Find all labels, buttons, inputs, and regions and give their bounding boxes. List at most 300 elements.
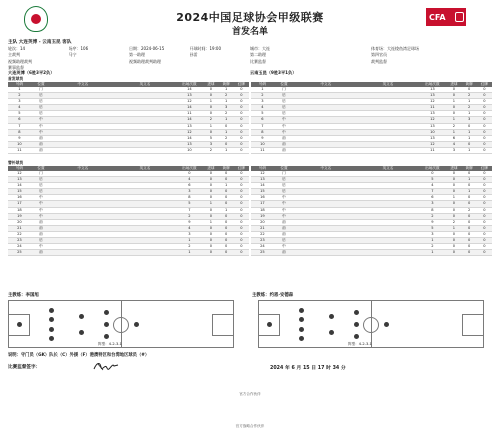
table-cell: 0 <box>477 105 492 111</box>
table-cell: 0 <box>418 171 446 177</box>
table-cell: 2 <box>219 135 234 141</box>
player-marker <box>299 308 304 313</box>
table-cell: 4 <box>251 105 274 111</box>
subs-label: 替补球员 <box>8 160 24 165</box>
table-cell: 0 <box>477 141 492 147</box>
table-cell: 前 <box>274 250 294 256</box>
table-cell: 23 <box>251 238 274 244</box>
column-header: 黄牌 <box>219 166 234 172</box>
table-cell: 0 <box>477 117 492 123</box>
table-cell: 4 <box>175 225 203 231</box>
table-cell: 后 <box>31 93 51 99</box>
table-cell: 0 <box>462 201 477 207</box>
home-subs-table <box>8 166 249 257</box>
table-cell: 1 <box>175 238 203 244</box>
partners-heading: 官方合作伙伴 <box>239 392 261 396</box>
table-cell <box>294 250 357 256</box>
column-header: 号码 <box>251 82 274 88</box>
match-info-cell: 轮次：14 <box>8 46 26 52</box>
table-cell: 前 <box>274 225 294 231</box>
table-cell: 0 <box>234 171 249 177</box>
player-marker <box>267 322 272 327</box>
column-header: 位置 <box>274 82 294 88</box>
column-header: 位置 <box>31 166 51 172</box>
table-cell: 0 <box>219 201 234 207</box>
table-cell: 2 <box>462 207 477 213</box>
table-cell: 5 <box>418 177 446 183</box>
table-cell: 1 <box>446 117 461 123</box>
table-cell: 0 <box>234 105 249 111</box>
away-team-label: 云南玉昆（9胜3平1负） <box>250 70 297 75</box>
table-cell: 1 <box>203 219 218 225</box>
column-header: 号码 <box>8 166 31 172</box>
table-cell: 0 <box>219 123 234 129</box>
table-cell: 1 <box>462 135 477 141</box>
table-cell: 0 <box>234 213 249 219</box>
table-cell: 0 <box>219 219 234 225</box>
column-header: 黄牌 <box>462 166 477 172</box>
table-cell: 0 <box>234 135 249 141</box>
table-cell: 前 <box>31 135 51 141</box>
table-cell: 0 <box>446 183 461 189</box>
table-cell: 4 <box>446 141 461 147</box>
table-cell: 0 <box>462 238 477 244</box>
table-cell: 中 <box>274 195 294 201</box>
table-cell: 中 <box>31 195 51 201</box>
player-marker <box>134 322 139 327</box>
table-cell: 5 <box>251 111 274 117</box>
table-cell: 0 <box>477 129 492 135</box>
subs-section <box>8 160 492 256</box>
table-cell: 后 <box>31 189 51 195</box>
table-cell: 7 <box>251 123 274 129</box>
table-cell: 14 <box>175 135 203 141</box>
table-cell: 2 <box>203 117 218 123</box>
table-cell: 0 <box>234 244 249 250</box>
table-cell: 中 <box>274 129 294 135</box>
column-header: 黄牌 <box>219 82 234 88</box>
table-cell: 1 <box>175 250 203 256</box>
table-cell: 0 <box>462 183 477 189</box>
column-header: 进球 <box>203 82 218 88</box>
table-cell: 13 <box>418 111 446 117</box>
table-cell: 0 <box>462 171 477 177</box>
table-cell: 0 <box>203 111 218 117</box>
table-cell: 12 <box>418 99 446 105</box>
table-cell: 中 <box>274 123 294 129</box>
home-formation-pitch <box>8 300 234 348</box>
table-cell: 0 <box>219 225 234 231</box>
table-cell: 0 <box>477 171 492 177</box>
match-info-cell: 视频助理裁判助理 <box>129 58 161 64</box>
table-cell: 0 <box>446 201 461 207</box>
table-cell: 前 <box>274 141 294 147</box>
table-cell: 1 <box>418 238 446 244</box>
home-starters-table <box>8 82 249 155</box>
table-cell: 0 <box>234 231 249 237</box>
column-header: 红牌 <box>234 82 249 88</box>
table-cell: 0 <box>477 111 492 117</box>
table-cell: 0 <box>203 244 218 250</box>
table-cell: 0 <box>462 231 477 237</box>
table-cell: 11 <box>418 105 446 111</box>
legend-note: 说明：守门员（GK）队长（C）外援（F）港澳特区和台湾地区球员（#） <box>8 353 150 358</box>
away-subs-table <box>251 166 492 257</box>
table-cell: 后 <box>31 183 51 189</box>
table-cell: 11 <box>251 147 274 153</box>
match-info <box>8 40 492 71</box>
table-cell: 14 <box>175 87 203 93</box>
table-row <box>251 250 492 256</box>
table-cell: 0 <box>446 171 461 177</box>
column-header: 号码 <box>251 166 274 172</box>
home-formation: 阵型：4-2-3-1 <box>98 342 122 346</box>
column-header: 位置 <box>274 166 294 172</box>
sponsor-logo-3 <box>252 404 312 420</box>
player-marker <box>329 330 334 335</box>
table-cell: 0 <box>446 111 461 117</box>
table-cell: 6 <box>175 183 203 189</box>
away-formation-pitch <box>258 300 484 348</box>
table-cell: 0 <box>446 189 461 195</box>
away-starters-table <box>251 82 492 155</box>
starters-section <box>8 70 492 154</box>
table-cell: 前 <box>274 219 294 225</box>
table-cell: 0 <box>446 250 461 256</box>
player-marker <box>329 314 334 319</box>
column-header: 进球 <box>203 166 218 172</box>
table-cell: 10 <box>251 141 274 147</box>
table-cell: 前 <box>31 141 51 147</box>
table-cell: 13 <box>175 123 203 129</box>
match-info-cell: 第一助理 <box>129 52 145 58</box>
table-cell: 1 <box>446 195 461 201</box>
signature-date: 2024 年 6 月 15 日 17 时 34 分 <box>270 366 346 371</box>
table-cell: 0 <box>462 219 477 225</box>
table-cell: 0 <box>477 93 492 99</box>
table-cell: 0 <box>203 213 218 219</box>
signature-label: 比赛监督签字： <box>8 365 41 370</box>
table-cell: 后 <box>274 105 294 111</box>
table-cell: 1 <box>203 123 218 129</box>
match-info-cell: 主裁判 <box>8 52 20 58</box>
match-info-cell: 孙雷 <box>189 52 198 58</box>
table-cell: 13 <box>418 123 446 129</box>
table-cell: 0 <box>462 123 477 129</box>
table-cell: 7 <box>8 123 31 129</box>
match-info-cell: 视频助理裁判 <box>8 58 32 64</box>
column-header: 中文名 <box>294 166 357 172</box>
table-cell: 0 <box>234 207 249 213</box>
player-marker <box>49 336 54 341</box>
table-cell: 0 <box>234 250 249 256</box>
report-header <box>0 0 500 38</box>
player-marker <box>354 322 359 327</box>
player-marker <box>104 334 109 339</box>
table-cell: 3 <box>251 99 274 105</box>
table-cell: 16 <box>8 195 31 201</box>
table-cell: 门 <box>31 171 51 177</box>
table-cell: 0 <box>477 87 492 93</box>
table-cell: 20 <box>8 219 31 225</box>
table-cell: 0 <box>203 105 218 111</box>
table-cell: 2 <box>175 244 203 250</box>
table-cell: 中 <box>274 244 294 250</box>
table-cell <box>51 250 114 256</box>
table-cell: 6 <box>8 117 31 123</box>
table-cell: 2 <box>175 213 203 219</box>
table-cell <box>115 250 176 256</box>
table-cell: 13 <box>418 87 446 93</box>
table-cell: 7 <box>175 207 203 213</box>
table-cell: 17 <box>8 201 31 207</box>
table-cell: 1 <box>251 87 274 93</box>
table-cell: 0 <box>219 171 234 177</box>
table-cell <box>358 147 419 153</box>
sheet-title: 首发名单 <box>231 27 268 37</box>
table-cell: 中 <box>31 213 51 219</box>
table-cell: 前 <box>274 231 294 237</box>
table-cell: 0 <box>203 189 218 195</box>
table-cell: 后 <box>274 99 294 105</box>
table-cell: 0 <box>234 195 249 201</box>
table-cell: 8 <box>175 195 203 201</box>
table-cell: 0 <box>477 207 492 213</box>
table-cell: 3 <box>418 201 446 207</box>
table-cell: 中 <box>31 129 51 135</box>
table-cell: 0 <box>234 225 249 231</box>
table-cell: 后 <box>274 183 294 189</box>
table-cell: 1 <box>219 99 234 105</box>
table-cell: 0 <box>477 225 492 231</box>
table-cell: 0 <box>446 87 461 93</box>
table-row <box>8 147 249 153</box>
table-cell: 24 <box>251 244 274 250</box>
table-cell: 3 <box>418 231 446 237</box>
table-cell: 后 <box>31 99 51 105</box>
table-cell: 0 <box>175 171 203 177</box>
table-cell: 18 <box>251 207 274 213</box>
table-cell: 0 <box>219 189 234 195</box>
table-cell: 0 <box>477 213 492 219</box>
table-cell: 3 <box>203 141 218 147</box>
table-cell: 0 <box>477 189 492 195</box>
table-cell: 0 <box>462 87 477 93</box>
table-cell: 1 <box>446 99 461 105</box>
table-cell: 12 <box>418 141 446 147</box>
table-row <box>8 250 249 256</box>
table-cell: 2 <box>203 147 218 153</box>
table-cell: 后 <box>274 111 294 117</box>
table-cell: 13 <box>418 93 446 99</box>
table-cell: 0 <box>477 177 492 183</box>
table-cell: 1 <box>219 183 234 189</box>
away-coach: 主教练：约恩·安德森 <box>252 293 294 298</box>
column-header: 英文名 <box>358 82 419 88</box>
player-marker <box>49 317 54 322</box>
starters-label: 首发球员 <box>8 76 24 81</box>
table-cell: 21 <box>8 225 31 231</box>
table-cell: 14 <box>8 183 31 189</box>
handwritten-signature <box>92 360 120 372</box>
table-cell: 3 <box>175 231 203 237</box>
penalty-box <box>462 314 484 336</box>
table-cell: 0 <box>234 183 249 189</box>
column-header: 英文名 <box>358 166 419 172</box>
table-cell: 2 <box>251 93 274 99</box>
table-cell: 0 <box>446 177 461 183</box>
table-cell: 0 <box>462 195 477 201</box>
table-cell: 11 <box>175 111 203 117</box>
table-cell: 0 <box>219 213 234 219</box>
table-cell: 5 <box>175 201 203 207</box>
table-cell: 22 <box>251 231 274 237</box>
player-marker <box>299 327 304 332</box>
match-info-cell: 日期：2024-06-15 <box>129 46 165 52</box>
table-cell: 0 <box>203 177 218 183</box>
table-cell <box>51 147 114 153</box>
column-header: 中文名 <box>51 166 114 172</box>
table-cell: 0 <box>203 231 218 237</box>
table-cell: 4 <box>175 177 203 183</box>
table-cell: 3 <box>446 147 461 153</box>
table-cell: 0 <box>477 123 492 129</box>
table-cell: 0 <box>203 87 218 93</box>
table-cell <box>115 147 176 153</box>
table-cell: 门 <box>274 87 294 93</box>
table-cell: 13 <box>418 135 446 141</box>
table-cell: 0 <box>446 93 461 99</box>
table-cell: 18 <box>8 207 31 213</box>
table-cell: 中 <box>274 117 294 123</box>
table-cell: 0 <box>203 129 218 135</box>
table-cell: 前 <box>31 147 51 153</box>
table-cell: 5 <box>203 135 218 141</box>
table-cell: 0 <box>219 195 234 201</box>
table-cell: 23 <box>8 238 31 244</box>
cfa-logo-icon: CFA <box>426 8 466 26</box>
away-formation: 阵型：4-2-3-1 <box>348 342 372 346</box>
table-cell: 1 <box>203 201 218 207</box>
table-cell: 后 <box>31 105 51 111</box>
player-marker <box>49 308 54 313</box>
table-cell: 1 <box>462 99 477 105</box>
table-cell: 2 <box>219 93 234 99</box>
table-cell: 后 <box>31 177 51 183</box>
table-cell: 0 <box>477 219 492 225</box>
table-cell: 1 <box>462 189 477 195</box>
player-marker <box>299 336 304 341</box>
table-cell: 0 <box>477 201 492 207</box>
table-cell: 10 <box>8 141 31 147</box>
player-marker <box>299 317 304 322</box>
match-info-cell: 裁判监督 <box>371 58 387 64</box>
column-header: 出场次数 <box>418 82 446 88</box>
table-cell: 2 <box>462 93 477 99</box>
table-cell: 8 <box>418 207 446 213</box>
column-header: 红牌 <box>477 166 492 172</box>
table-cell: 0 <box>219 244 234 250</box>
column-header: 出场次数 <box>175 166 203 172</box>
table-cell: 12 <box>251 171 274 177</box>
table-cell: 5 <box>418 225 446 231</box>
table-cell: 前 <box>31 219 51 225</box>
column-header: 位置 <box>31 82 51 88</box>
table-cell: 25 <box>251 250 274 256</box>
table-cell: 6 <box>446 135 461 141</box>
table-cell: 中 <box>274 213 294 219</box>
table-cell: 0 <box>234 93 249 99</box>
table-cell: 2 <box>462 105 477 111</box>
match-info-cell: 开球时间：19:00 <box>189 46 222 52</box>
table-cell: 前 <box>274 147 294 153</box>
table-cell: 后 <box>274 189 294 195</box>
column-header: 进球 <box>446 166 461 172</box>
table-cell: 0 <box>234 201 249 207</box>
table-cell: 8 <box>8 129 31 135</box>
table-cell: 0 <box>234 238 249 244</box>
table-cell: 0 <box>477 244 492 250</box>
table-cell: 2 <box>8 93 31 99</box>
table-cell: 0 <box>234 177 249 183</box>
table-cell: 1 <box>219 147 234 153</box>
table-cell: 14 <box>175 105 203 111</box>
table-cell <box>294 147 357 153</box>
table-cell: 13 <box>175 93 203 99</box>
table-cell: 9 <box>8 135 31 141</box>
table-cell: 0 <box>219 231 234 237</box>
column-header: 出场次数 <box>175 82 203 88</box>
column-header: 中文名 <box>51 82 114 88</box>
center-circle <box>113 317 129 333</box>
table-cell: 0 <box>477 250 492 256</box>
table-cell: 19 <box>8 213 31 219</box>
table-cell: 1 <box>219 129 234 135</box>
table-cell: 0 <box>462 213 477 219</box>
table-cell: 1 <box>418 250 446 256</box>
table-cell: 16 <box>251 195 274 201</box>
table-cell: 4 <box>8 105 31 111</box>
table-cell: 1 <box>219 87 234 93</box>
table-cell: 25 <box>8 250 31 256</box>
table-cell: 21 <box>251 225 274 231</box>
table-cell: 1 <box>219 207 234 213</box>
column-header: 中文名 <box>294 82 357 88</box>
table-cell: 12 <box>175 129 203 135</box>
sponsor-logo-4 <box>352 404 412 420</box>
table-cell: 12 <box>175 99 203 105</box>
center-circle <box>363 317 379 333</box>
table-cell: 0 <box>203 93 218 99</box>
player-marker <box>104 322 109 327</box>
table-cell: 0 <box>477 183 492 189</box>
player-marker <box>354 310 359 315</box>
column-header: 英文名 <box>115 82 176 88</box>
table-cell: 0 <box>234 117 249 123</box>
table-cell: 1 <box>462 111 477 117</box>
column-header: 出场次数 <box>418 166 446 172</box>
column-header: 英文名 <box>115 166 176 172</box>
table-cell: 1 <box>219 117 234 123</box>
table-cell: 8 <box>251 129 274 135</box>
table-cell: 2 <box>446 123 461 129</box>
table-cell: 0 <box>446 207 461 213</box>
table-cell: 前 <box>31 231 51 237</box>
table-cell: 10 <box>418 129 446 135</box>
match-info-cell: 场序：106 <box>68 46 89 52</box>
table-cell: 0 <box>446 105 461 111</box>
table-cell: 7 <box>418 189 446 195</box>
